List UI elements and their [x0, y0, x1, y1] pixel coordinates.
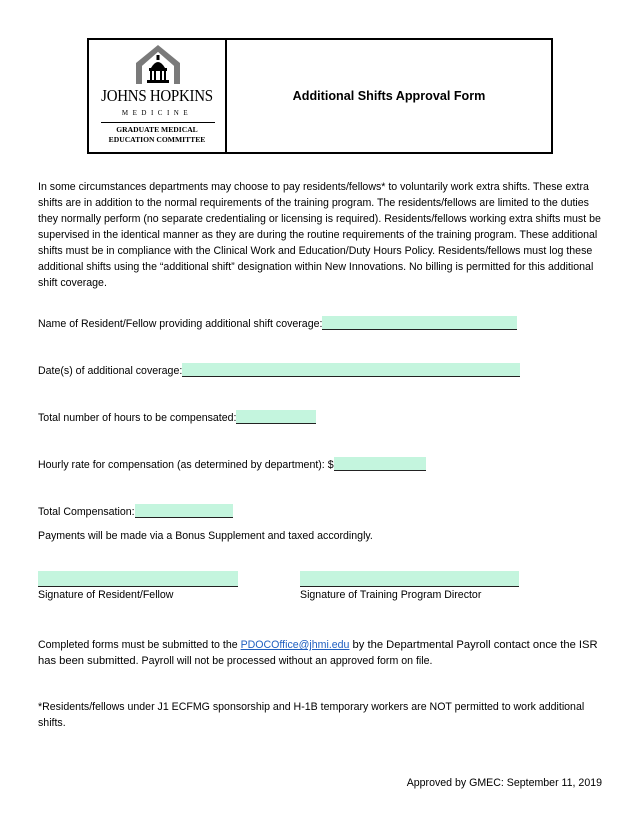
email-link[interactable]: PDOCOffice@jhmi.edu — [240, 639, 350, 651]
submission-text-end: . Payroll will not be processed without an approved form on file. — [135, 655, 433, 667]
dates-label: Date(s) of additional coverage: — [38, 365, 183, 377]
hours-row — [38, 408, 316, 424]
rate-label: Hourly rate for compensation (as determined by department): $ — [38, 459, 334, 471]
payment-note-row — [38, 526, 373, 542]
submission-text-start: Completed forms must be submitted to the — [38, 639, 241, 651]
committee-line-1: GRADUATE MEDICAL — [116, 125, 198, 134]
dome-shield-icon — [133, 44, 183, 86]
intro-paragraph: In some circumstances departments may choose to pay residents/fellows* to voluntarily work extra shifts. These extra shifts are in addition to the normal requirements of the training program. The residents/fellows are limited to the duties they normally perform (no separate credentialing or licensing is required). Residents/fellows working extra shifts must be supervised in the identical manner as they are during the routine requirements of the training program. These additional shifts must be in compliance with the Clinical Work and Education/Duty Hours Policy. Residents/fellows must log these additional shifts using the “additional shift” designation within New Innovations. No billing is permitted for this additional shift coverage. — [38, 181, 601, 289]
total-label: Total Compensation: — [38, 506, 135, 518]
dates-row — [38, 361, 520, 377]
logo-subtitle: MEDICINE — [121, 109, 193, 117]
resident-name-field[interactable] — [322, 316, 517, 330]
logo-block — [89, 40, 227, 152]
committee-name — [89, 125, 225, 144]
rate-field[interactable] — [334, 457, 426, 471]
eligibility-footnote: *Residents/fellows under J1 ECFMG sponsorship and H-1B temporary workers are NOT permitted to work additional shifts. — [38, 701, 585, 729]
director-signature-field[interactable] — [300, 571, 519, 587]
hours-field[interactable] — [236, 410, 316, 424]
hours-label: Total number of hours to be compensated: — [38, 412, 237, 424]
resident-signature-label: Signature of Resident/Fellow — [38, 589, 174, 601]
dates-field[interactable] — [182, 363, 520, 377]
committee-line-2: EDUCATION COMMITTEE — [108, 134, 206, 144]
resident-name-label: Name of Resident/Fellow providing additional shift coverage: — [38, 318, 323, 330]
page-title: Additional Shifts Approval Form — [292, 89, 486, 103]
submission-text-middle: by the Departmental Payroll contact once the ISR has been submitted — [38, 639, 598, 667]
resident-name-row — [38, 314, 517, 330]
payment-note: Payments will be made via a Bonus Supplement and taxed accordingly. — [38, 530, 373, 542]
total-row — [38, 502, 233, 518]
form-header — [87, 38, 553, 154]
total-field[interactable] — [135, 504, 233, 518]
submission-instructions — [38, 637, 604, 669]
rate-row — [38, 455, 426, 471]
logo-divider — [101, 122, 215, 123]
resident-signature-field[interactable] — [38, 571, 238, 587]
approval-date: Approved by GMEC: September 11, 2019 — [406, 777, 602, 789]
title-cell — [227, 40, 551, 152]
logo-wordmark: JOHNS HOPKINS — [101, 86, 213, 105]
director-signature-label: Signature of Training Program Director — [300, 589, 482, 601]
